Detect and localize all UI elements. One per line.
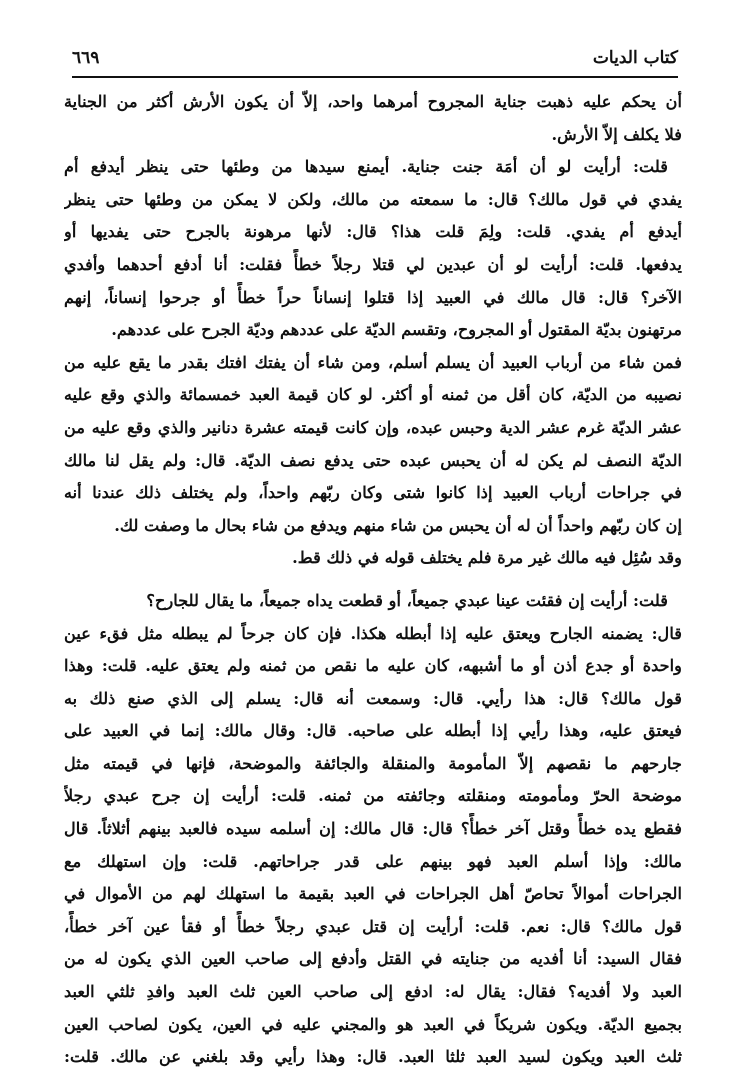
text-line: فمن شاء من أرباب العبيد أن يسلم أسلم، ومن شاء أن يفتك افتك بقدر ما يقع عليه من: [64, 352, 682, 372]
text-line: بجميع الديّة. ويكون شريكاً في العبد هو والمجني عليه في العين، يكون لصاحب العين: [64, 1014, 682, 1034]
text-line: الجراحات أموالاً تحاصّ أهل الجراحات في العبد بقيمة ما استهلك لهم من الأموال في: [64, 884, 682, 904]
text-line: مالك: وإذا أسلم العبد فهو بينهم على قدر جراحاتهم. قلت: وإن استهلك مع: [64, 851, 682, 871]
text-line: إن كان ربّهم واحداً أن له أن يحبس من شاء منهم ويدفع من شاء بحال ما وصفت لك.: [114, 515, 682, 535]
book-title: كتاب الديات: [592, 48, 678, 68]
text-line: قال: يضمنه الجارح ويعتق عليه إذا أبطله هكذا. فإن كان جرحاً لم يبطله مثل فقء عين: [64, 623, 682, 643]
text-line: فقطع يده خطأً وقتل آخر خطأً؟ قال: قال مالك: إن أسلمه سيده فالعبد بينهم أثلاثاً. قال: [64, 819, 682, 839]
text-line: فقال السيد: أنا أفديه من جنايته في القتل وأدفع إلى صاحب العين الذي يكون له من: [64, 949, 682, 969]
text-line: فلا يكلف إلاّ الأرش.: [551, 124, 682, 144]
text-line: الآخر؟ قال: قال مالك في العبيد إذا قتلوا إنساناً حراً خطأً أو جرحوا إنساناً، إنهم: [64, 287, 682, 307]
text-line: وقد سُئِل فيه مالك غير مرة فلم يختلف قوله في ذلك قط.: [292, 548, 682, 568]
text-line: مرتهنون بديّة المقتول أو المجروح، وتقسم الديّة على عددهم وديّة الجرح على عددهم.: [111, 320, 682, 340]
text-line: قول مالك؟ قال: هذا رأيي. قال: وسمعت أنه قال: يسلم إلى الذي صنع ذلك به: [64, 688, 682, 708]
text-line: قلت: أرأيت لو أن أمَة جنت جناية. أيمنع سيدها من وطئها حتى ينظر أيدفع أم: [64, 157, 668, 177]
text-line: أن يحكم عليه ذهبت جناية المجروح أمرهما واحد، إلاّ أن يكون الأرش أكثر من الجناية: [64, 92, 682, 111]
text-line: أيدفع أم يفدي. قلت: ولِمَ قلت هذا؟ قال: لأنها مرهونة بالجرح حتى يفديها أو: [64, 222, 682, 242]
page-number: ٦٦٩: [72, 48, 100, 68]
text-line: الديّة النصف لم يكن له أن يحبس عبده حتى يدفع نصف الديّة. قال: ولم يقل لنا مالك: [64, 450, 682, 470]
text-line: جارحهم ما نقصهم إلاّ المأمومة والمنقلة والجائفة والموضحة، فإنها في قيمته مثل: [64, 753, 682, 773]
text-line: العبد ولا أفديه؟ فقال: يقال له: ادفع إلى صاحب العين ثلث العبد وافدِ ثلثي العبد: [64, 982, 682, 1002]
text-line: عشر الديّة غرم عشر الدية وحبس عبده، وإن كانت قيمته عشرة دنانير والذي وقع عليه من: [64, 417, 682, 437]
text-line: ثلث العبد ويكون لسيد العبد ثلثا العبد. قال: وهذا رأيي وقد بلغني عن مالك. قلت:: [64, 1047, 682, 1067]
text-line: يفدي في قول مالك؟ قال: ما سمعته من مالك، ولكن لا يمكن من وطئها حتى ينظر: [64, 189, 682, 209]
paragraph-gap: [64, 575, 682, 585]
text-line: نصيبه من الديّة، كان أقل من ثمنه أو أكثر. لو كان قيمة العبد خمسمائة والذي وقع عليه: [64, 385, 682, 405]
text-line: يدفعها. قلت: أرأيت لو أن عبدين لي قتلا رجلاً خطأً فقلت: أنا أدفع أحدهما وأفدي: [64, 254, 682, 274]
text-line: قول مالك؟ قال: نعم. قلت: أرأيت إن قتل عبدي رجلاً خطأً أو فقأ عين آخر خطأً،: [64, 916, 682, 936]
page-header: [72, 42, 678, 78]
body-text: [64, 86, 682, 1074]
text-line: في جراحات أرباب العبيد إذا كانوا شتى وكان ربّهم واحداً، ولم يختلف ذلك عندنا أنه: [64, 483, 682, 503]
text-line: فيعتق عليه، وهذا رأيي إذا أبطله على صاحبه. قال: وقال مالك: إنما في العبيد على: [64, 721, 682, 741]
text-line: موضحة الحرّ ومأمومته ومنقلته وجائفته من ثمنه. قلت: أرأيت إن جرح عبدي رجلاً: [64, 786, 682, 806]
text-line: واحدة أو جدع أذن أو ما أشبهه، كان عليه ما نقص من ثمنه ولم يعتق عليه. قلت: وهذا: [64, 656, 682, 676]
text-line: قلت: أرأيت إن فقئت عينا عبدي جميعاً، أو قطعت يداه جميعاً، ما يقال للجارح؟: [146, 590, 668, 610]
